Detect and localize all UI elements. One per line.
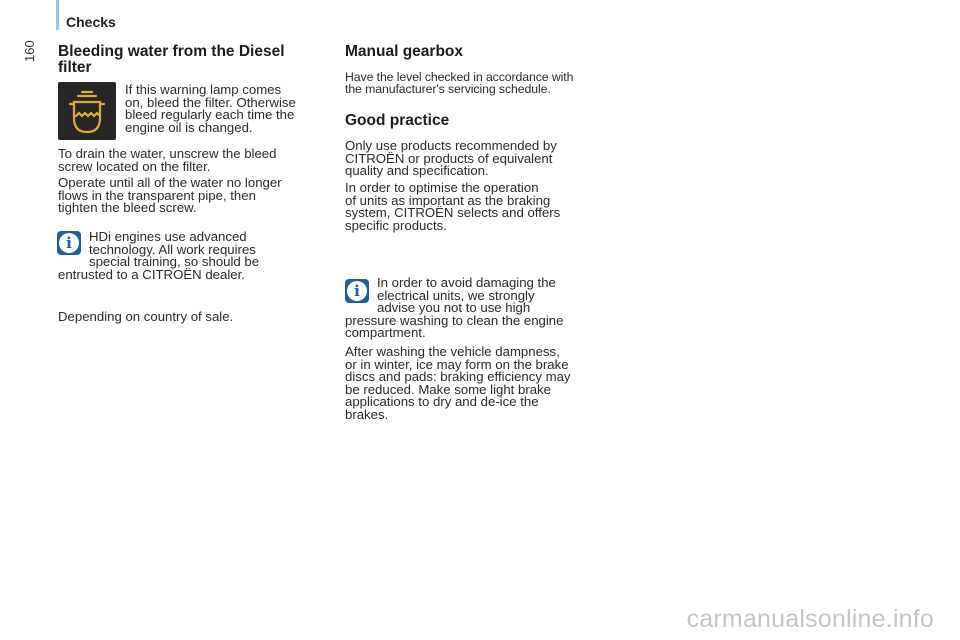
text-line: brakes. bbox=[345, 406, 389, 422]
diesel-title bbox=[58, 44, 285, 76]
drain-paragraph bbox=[58, 148, 276, 173]
text-line: bleed regularly each time the bbox=[125, 107, 295, 123]
info-icon-glyph: i bbox=[347, 281, 367, 301]
page-number: 160 bbox=[22, 40, 37, 62]
info-icon-glyph: i bbox=[59, 233, 79, 253]
practice-paragraph-1 bbox=[345, 140, 557, 178]
text-line: quality and specification. bbox=[345, 163, 489, 179]
info-icon bbox=[57, 231, 81, 255]
diesel-title-line: filter bbox=[58, 59, 92, 76]
gearbox-paragraph bbox=[345, 71, 573, 96]
text-line: system, CITROËN selects and offers bbox=[345, 205, 561, 221]
text-line: HDi engines use advanced bbox=[89, 229, 247, 244]
section-marker-bar bbox=[56, 0, 59, 30]
text-line: compartment. bbox=[345, 325, 426, 341]
text-line: Operate until all of the water no longer bbox=[58, 175, 282, 190]
text-line: To drain the water, unscrew the bleed bbox=[58, 146, 277, 161]
watermark: carmanualsonline.info bbox=[686, 605, 934, 633]
text-line: discs and pads: braking efficiency may bbox=[345, 369, 571, 385]
text-line: technology. All work requires bbox=[89, 241, 256, 257]
text-line: the manufacturer's servicing schedule. bbox=[345, 82, 551, 97]
wash-paragraph bbox=[345, 346, 571, 422]
text-line: entrusted to a CITROËN dealer. bbox=[58, 266, 245, 282]
text-line: CITROËN or products of equivalent bbox=[345, 150, 553, 166]
text-line: specific products. bbox=[345, 217, 447, 233]
text-line: After washing the vehicle dampness, bbox=[345, 344, 560, 359]
text-line: screw located on the filter. bbox=[58, 158, 211, 174]
text-line: on, bleed the filter. Otherwise bbox=[125, 94, 296, 110]
hdi-paragraph bbox=[58, 229, 260, 282]
text-line: advise you not to use high bbox=[377, 300, 531, 316]
text-line: In order to optimise the operation bbox=[345, 180, 539, 195]
lamp-paragraph bbox=[125, 84, 296, 134]
section-header: Checks bbox=[66, 14, 116, 30]
text-line: special training, so should be bbox=[89, 254, 260, 270]
text-line: If this warning lamp comes bbox=[125, 82, 282, 97]
info-icon bbox=[345, 279, 369, 303]
operate-paragraph bbox=[58, 177, 282, 215]
text-line: engine oil is changed. bbox=[125, 119, 253, 135]
text-line: of units as important as the braking bbox=[345, 192, 551, 208]
washing-info-paragraph bbox=[345, 275, 564, 341]
practice-title: Good practice bbox=[345, 112, 450, 129]
text-line: applications to dry and de-ice the bbox=[345, 394, 539, 410]
diesel-water-in-filter-icon bbox=[58, 82, 116, 140]
text-line: be reduced. Make some light brake bbox=[345, 381, 551, 397]
text-line: or in winter, ice may form on the brake bbox=[345, 356, 569, 372]
country-note: Depending on country of sale. bbox=[58, 309, 234, 324]
practice-paragraph-2 bbox=[345, 182, 560, 232]
diesel-title-line: Bleeding water from the Diesel bbox=[58, 43, 285, 60]
text-line: Have the level checked in accordance with bbox=[345, 70, 574, 84]
text-line: tighten the bleed screw. bbox=[58, 200, 197, 216]
gearbox-title: Manual gearbox bbox=[345, 43, 463, 60]
text-line: flows in the transparent pipe, then bbox=[58, 187, 256, 203]
text-line: electrical units, we strongly bbox=[377, 287, 535, 303]
text-line: Only use products recommended by bbox=[345, 138, 557, 153]
text-line: pressure washing to clean the engine bbox=[345, 312, 564, 328]
text-line: In order to avoid damaging the bbox=[377, 275, 556, 290]
